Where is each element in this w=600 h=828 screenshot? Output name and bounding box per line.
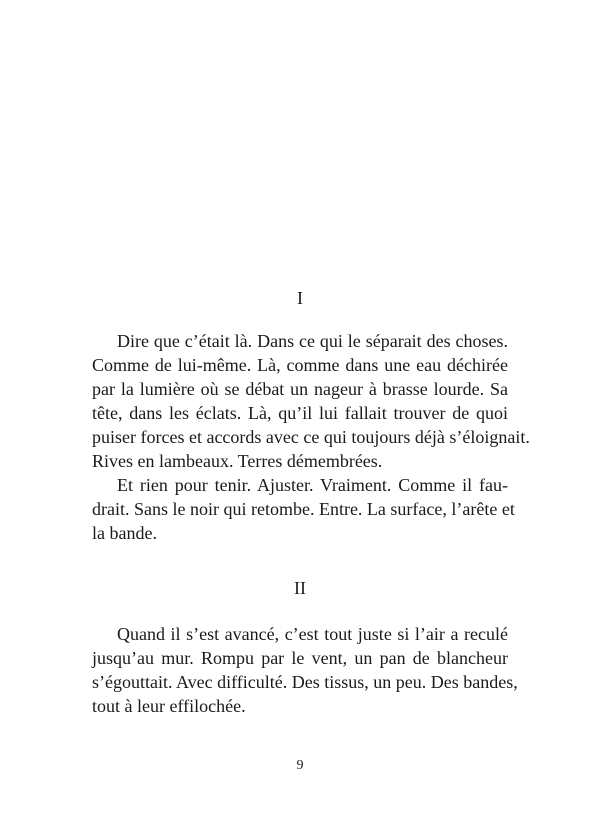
paragraph-line: tout à leur effilochée. — [92, 696, 246, 716]
paragraph-line: par la lumière où se débat un nageur à brasse lourde. Sa — [92, 379, 508, 399]
section-heading-1: I — [297, 288, 303, 308]
paragraph-line: Comme de lui-même. Là, comme dans une eau déchirée — [92, 355, 508, 375]
section-heading-2: II — [294, 578, 306, 598]
paragraph-line: jusqu’au mur. Rompu par le vent, un pan de blancheur — [92, 648, 508, 668]
paragraph-line: s’égouttait. Avec difficulté. Des tissus, un peu. Des bandes, — [92, 672, 518, 692]
page-number: 9 — [296, 758, 304, 773]
paragraph-line: Et rien pour tenir. Ajuster. Vraiment. Comme il fau- — [117, 475, 508, 495]
paragraph-line: la bande. — [92, 523, 157, 543]
paragraph-line: Dire que c’était là. Dans ce qui le séparait des choses. — [117, 331, 508, 351]
paragraph-line: drait. Sans le noir qui retombe. Entre. La surface, l’arête et — [92, 499, 515, 519]
paragraph-line: tête, dans les éclats. Là, qu’il lui fallait trouver de quoi — [92, 403, 508, 423]
paragraph-line: Quand il s’est avancé, c’est tout juste si l’air a reculé — [117, 624, 508, 644]
paragraph-line: puiser forces et accords avec ce qui toujours déjà s’éloignait. — [92, 427, 530, 447]
paragraph-line: Rives en lambeaux. Terres démembrées. — [92, 451, 383, 471]
